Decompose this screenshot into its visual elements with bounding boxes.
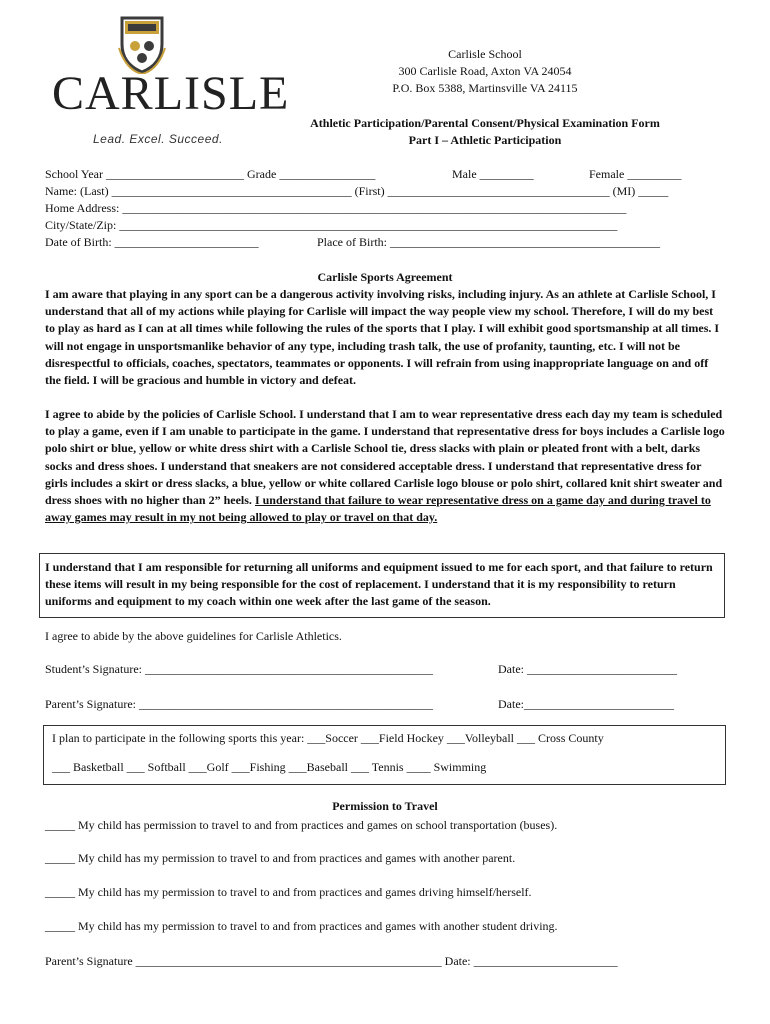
- parent-signature-field[interactable]: Parent’s Signature: _________________________________________________: [45, 697, 433, 711]
- date-of-birth-field[interactable]: Date of Birth: ________________________: [45, 235, 259, 249]
- school-address-1: 300 Carlisle Road, Axton VA 24054: [398, 64, 572, 78]
- home-address-field[interactable]: Home Address: ____________________________________________________________________________________: [45, 201, 627, 215]
- female-field[interactable]: Female _________: [589, 167, 682, 181]
- travel-option-another-parent[interactable]: _____ My child has my permission to travel to and from practices and games with another parent.: [45, 851, 516, 865]
- logo-tagline: Lead. Excel. Succeed.: [93, 132, 223, 146]
- equipment-responsibility-box: [39, 553, 725, 618]
- crest-icon: [116, 14, 168, 74]
- student-signature-field[interactable]: Student’s Signature: ________________________________________________: [45, 662, 433, 676]
- sports-line-1[interactable]: I plan to participate in the following sports this year: ___Soccer ___Field Hockey ___Volleyball ___ Cross County: [52, 731, 604, 745]
- school-address-2: P.O. Box 5388, Martinsville VA 24115: [392, 81, 578, 95]
- school-name: Carlisle School: [448, 47, 522, 61]
- sports-line-2[interactable]: ___ Basketball ___ Softball ___Golf ___Fishing ___Baseball ___ Tennis ____ Swimming: [52, 760, 487, 774]
- travel-option-self-driving[interactable]: _____ My child has my permission to travel to and from practices and games driving himself/herself.: [45, 885, 532, 899]
- male-field[interactable]: Male _________: [452, 167, 534, 181]
- student-date-field[interactable]: Date: _________________________: [498, 662, 677, 676]
- form-part: Part I – Athletic Participation: [408, 133, 562, 147]
- city-state-zip-field[interactable]: City/State/Zip: ___________________________________________________________________________________: [45, 218, 618, 232]
- dress-policy-text: I agree to abide by the policies of Carlisle School. I understand that I am to wear representative dress each day my team is scheduled to play a game, even if I am unable to participate in the game. I understand that representative dress for boys includes a Carlisle logo polo shirt or blue, yellow or white dress shirt with a Carlisle School tie, dress slacks with plain or pleated front with a belt, darks socks and dress shoes. I understand that sneakers are not considered acceptable dress. I understand that representative dress for girls includes a skirt or dress slacks, a blue, yellow or white collared Carlisle logo blouse or polo shirt, collared knit shirt sweater and dress shoes with no higher than 2” heels.: [45, 407, 725, 508]
- equipment-responsibility-text: I understand that I am responsible for returning all uniforms and equipment issued to me for each sport, and that failure to return these items will result in my being responsible for the cost of replacement. I understand that it is my responsibility to return uniforms and equipment to my coach within one week after the last game of the season.: [45, 560, 713, 609]
- agreement-title: Carlisle Sports Agreement: [317, 270, 453, 284]
- travel-option-student-driving[interactable]: _____ My child has my permission to travel to and from practices and games with another student driving.: [45, 919, 558, 933]
- dress-policy-warning: I understand that failure to wear representative dress on a game day and during travel to away games may result in my not being allowed to play or travel on that day.: [45, 493, 711, 525]
- travel-option-buses[interactable]: _____ My child has permission to travel to and from practices and games on school transportation (buses).: [45, 818, 558, 832]
- name-field[interactable]: Name: (Last) ________________________________________ (First) _____________________________________ (MI) _____: [45, 184, 669, 198]
- agreement-paragraph-1: I am aware that playing in any sport can be a dangerous activity involving risks, including injury. As an athlete at Carlisle School, I understand that all of my actions while playing for Carlisle will impact the way people view my school. Therefore, I will do my best to play as hard as I can at all times while following the rules of the sports that I play. I will exhibit good sportsmanship at all times. I will not engage in unsportsmanlike behavior of any type, including trash talk, the use of profanity, taunting, etc. I will not be disrespectful to officials, coaches, spectators, teammates or opponents. I will refrain from using inappropriate language on and off the field. I will be gracious and humble in victory and defeat.: [45, 287, 720, 388]
- form-title: Athletic Participation/Parental Consent/Physical Examination Form: [310, 116, 660, 130]
- agreement-paragraph-2: [45, 406, 725, 526]
- school-crest-logo: [116, 14, 168, 74]
- school-year-grade-field[interactable]: School Year _______________________ Grade ________________: [45, 167, 376, 181]
- parent-date-field[interactable]: Date:_________________________: [498, 697, 674, 711]
- travel-title: Permission to Travel: [332, 799, 438, 813]
- travel-parent-signature-field[interactable]: Parent’s Signature ___________________________________________________ Date: ________________________: [45, 954, 618, 968]
- logo-wordmark: CARLISLE: [52, 67, 290, 120]
- place-of-birth-field[interactable]: Place of Birth: _____________________________________________: [317, 235, 660, 249]
- sports-selection-box: [43, 725, 726, 785]
- abide-statement: I agree to abide by the above guidelines for Carlisle Athletics.: [45, 629, 342, 643]
